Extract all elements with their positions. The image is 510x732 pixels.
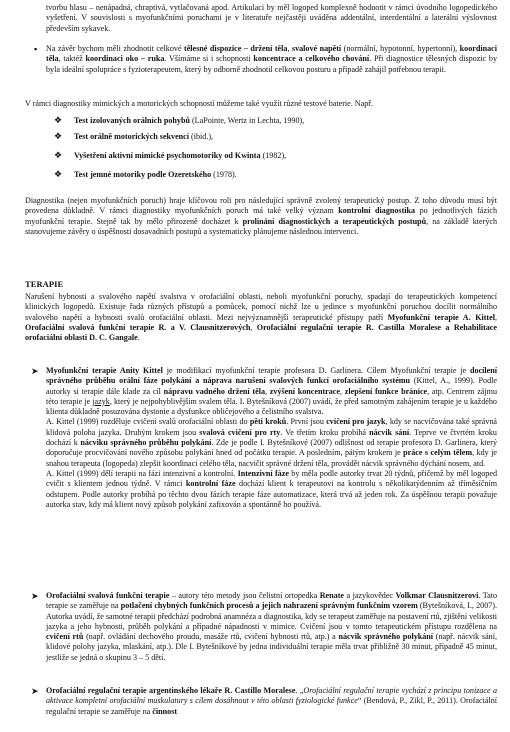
bold-text: kontrolní diagnostika [338,206,416,216]
text: . [137,333,140,343]
text: (např. nácvik sání, klidové polohy jazyka, mlaskání, atp.). Dle I. Bytešníkové by jedna individuální terapie měla trvat přibližně 30 minut, případně 45 minut, jestliže se jedná o skupinu 3 – 5 dětí. [46,632,497,662]
bold-text: prolínání diagnostických a terapeutických postupů [242,216,427,226]
bold-text: Volkmar Clausnitzerovi [395,591,479,600]
test-name: Vyšetření aktivní mimické psychomotoriky od Kwinta [74,151,261,160]
text: – autory této metody jsou čelistní ortopedka [169,591,320,600]
paragraph-text: tvorbu hlasu – nenápadná, chraptivá, vytlačovaná apod. Artikulaci by měl logoped komplexně hodnotit v rámci úvodního logopedického vyšetření. V souvislosti s myofunkčními poruchami je v literatuře nejčastěji uváděna addentální, interdentální a laterální výslovnost především sykavek. [46,3,497,33]
text: , [265,386,270,396]
test-source: (LaPointe, Wertz in Lechta, 1990), [189,116,305,125]
bold-text: Myofunkční terapie A. Kittel [387,312,495,322]
text: je modifikací myofunkční terapie profesora D. Garlinera. Cílem Myofunkční terapie je [162,366,471,375]
diamond-bullet-icon: ❖ [54,150,63,160]
text: “ (Bendová, P., Zikl, P., 2011). Orofaciální regulační terapie se zaměřuje na [46,696,497,716]
text: , atp. Centrem zájmu této terapie je [46,386,497,406]
text: (např. ovládání dechového proudu, masáže rtů, cvičení hybnosti rtů, atp.) a [83,632,339,642]
bold-text: nácviku správného průběhu polykání [80,438,212,448]
text: , kdy se nacvičována také správná klidová poloha jazyka. Druhým krokem jsou [46,417,498,437]
text: , [287,44,292,53]
arrow-bullet-icon: ➤ [31,591,39,601]
text: , na základě kterých stanovujeme závěry o úspěšnosti dosavadních postupů a systematicky plánujeme následnou intervenci. [25,216,498,236]
test-source: (1982), [260,151,287,160]
text: , [250,322,257,332]
bold-text: Orofaciální svalová funkční terapie [46,591,170,600]
text: po jednotlivých fázích myofunkční terapie. Stejně tak by mělo přirozeně docházet k [25,206,497,226]
paragraph-body-disposition [46,44,497,75]
bold-text: Renate [319,591,344,600]
text: a jazykovědec [343,591,396,600]
bold-text: koordinaci těla [46,44,497,64]
text: . Teprve ve čtvrtém kroku dochází k [46,427,497,448]
bold-text: činnost [152,706,178,716]
text: . První jsou [286,417,327,427]
underlined-text: jazyk [92,396,110,406]
section-heading: TERAPIE [25,279,64,289]
test-item [74,132,213,142]
text: dochází klient k terapeutovi na kontrolu s několikatýdenním až tříměsíčním odstupem. Podle autorky probíhá po těchto dvou fázích terapie fáze automatizace, která trvá až jeden rok. Za úspěšnou terapii považuje autorka stav, kdy má klient nový způsob polykání zafixován a spontánně ho používá. [46,479,498,509]
bold-text: cvičení pro jazyk [326,417,386,427]
text: , taktéž [58,54,86,64]
text: Diagnostika (nejen myofunkčních poruch) hraje klíčovou roli pro následující správně zvolený terapeutický postup. Z toho důvodu musí být provedena důkladně. V rámci diagnostiky myofunkčních poruch má také velký význam [25,196,497,216]
test-source: (1978). [211,170,237,179]
test-name: Test izolovaných orálních pohybů [74,116,190,125]
bold-text: cvičení rtů [46,632,84,642]
text: , kdy je snahou terapeuta (logopeda) zlepšit koordinaci celého těla, nacvičit správné držení těla, provádět nácvik správného dýchání nosem, atd. [46,448,497,468]
italic-quote: Orofaciální regulační terapie vychází z principu tonizace a aktivace kompletní orofaciální muskulatury s cílem dosáhnout v této oblasti fyziologické funkce [46,686,498,706]
bold-text: zvýšení koncentrace [269,386,340,396]
text: A. Kittel (1999) dělí terapii na fázi intenzivní a kontrolní. [46,468,238,478]
text: , který je nejpohyblivějším svalem těla. I. Bytešníková (2007) uvádí, že před samotným zahájením terapie je u každého klienta důkladně posuzována dystonie a dysfunkce obličejového a čelistního svalstva. [46,396,497,417]
text: . Ve třetím kroku probíhá [280,427,370,437]
test-name: Test orálně motorických sekvencí [74,132,190,141]
test-source: (ibid.), [189,132,214,141]
test-item [74,151,286,161]
paragraph-diagnostics [25,196,497,237]
bullet-square-icon: ▪ [34,44,38,54]
bold-text: Orofaciální svalová funkční terapie R. a V. Clausnitzerových [25,322,251,332]
bold-text: nápravu vadného držení těla [163,386,266,396]
test-item [74,170,237,180]
bold-text: docílení správného průběhu orální fáze polykání a náprava narušení svalových funkcí orofaciálního systému [46,366,498,386]
arrow-bullet-icon: ➤ [31,686,39,696]
text: (normální, hypotonní, hypertonní), [341,44,460,53]
text: . Zde je podle I. Bytešníkové (2007) odlišnost od terapie profesora D. Garlinera, který doporučuje procvičování nového způsobu polykání hned od počátku terapie. A posledním, pátým krokem je [46,438,498,458]
test-name: Test jemné motoriky podle Ozeretského [74,170,212,179]
text: Na závěr bychom měli zhodnotit celkové [46,44,185,53]
diamond-bullet-icon: ❖ [54,169,63,179]
arrow-bullet-icon: ➤ [31,366,39,376]
text: . Při diagnostice tělesných dispozic by byla ideální spolupráce s fyzioterapeutem, který by odborně zhodnotil celkovou posturu a případě zahájil potřebnou terapii. [46,54,497,74]
bold-text: Intenzivní fáze [237,468,289,478]
bold-text: nácvik správného polykání [338,632,434,642]
bold-text: nácvik sání [369,427,410,437]
text: V rámci diagnostiky mimických a motorických schopností můžeme také využít různé testové baterie. Např. [25,99,374,108]
list-item-castillo-morales [46,686,497,717]
diamond-bullet-icon: ❖ [54,131,63,141]
bold-text: svalová cvičení pro rty [199,427,281,437]
diamond-bullet-icon: ❖ [54,115,63,125]
list-item-clausnitzer [46,591,497,663]
text: , [494,312,497,322]
test-item [74,116,304,126]
bold-text: Orofaciální regulační terapie R. Castilla Moralese a Rehabilitace orofaciální oblasti D. C. Gangale [25,322,497,343]
bold-text: práce s celým tělem [403,448,473,458]
bold-text: koncentrace a celkového chování [253,54,370,64]
text: (Kittel, A., 1999). Podle autorky si terapie dále klade za cíl [46,376,497,396]
paragraph-articulation [46,3,497,34]
text: A. Kittel (1999) rozděluje cvičení svalů orofaciální oblasti do [46,417,250,427]
bold-text: pěti kroků [249,417,287,427]
bold-text: svalové napětí [291,44,342,53]
bold-text: potlačení chybných funkčních procesů a jejich nahrazení správným funkčním vzorem [120,601,418,611]
paragraph-terapie-intro [25,292,497,343]
text: . Tato terapie se zaměřuje na [46,591,497,611]
text: (Bytešníková, I., 2007). Autorka uvádí, že samotné terapii předchází podrobná anamnéza a diagnostika, kdy se terapeut zaměřuje na postavení rtů, zjištění velikosti jazyka a jeho hybnosti, průběh polykání a případné nápadnosti v mimice. Cvičení jsou v tomto terapeutickém přístupu rozdělena na [46,601,498,631]
bold-text: Orofaciální regulační terapie argentinského lékaře R. Castillo Moralese [46,686,296,695]
bold-text: kontrolní fáze [185,479,236,489]
paragraph-tests-intro [25,99,497,109]
text: by měla podle autorky trvat 20 týdnů, přičemž by měl logoped cvičit s klientem jednou týdně. V rámci [46,468,497,489]
text: , [339,386,345,396]
list-item-kittel [46,366,497,510]
bold-text: zlepšení funkce bránice [344,386,428,396]
bold-text: koordinaci oko – ruka [85,54,165,64]
text: . Všímáme si i schopnosti [164,54,254,64]
text: Narušení hybnosti a svalového napětí svalstva v orofaciální oblasti, neboli myofunkční poruchy, spadají do terapeutických kompetencí klinických logopedů. Existuje řada různých přístupů a pomůcek, pomocí nichž lze u jedince s myofunkční poruchou docílit normálního svalového napětí a hybnosti svalů orofaciální oblasti. Mezi nejvýznamnější terapeutické přístupy patří [25,292,497,322]
bold-text: Myofunkční terapie Anity Kittel [46,366,163,375]
bold-text: tělesné dispozice – držení těla [184,44,288,53]
text: . „ [295,686,304,695]
